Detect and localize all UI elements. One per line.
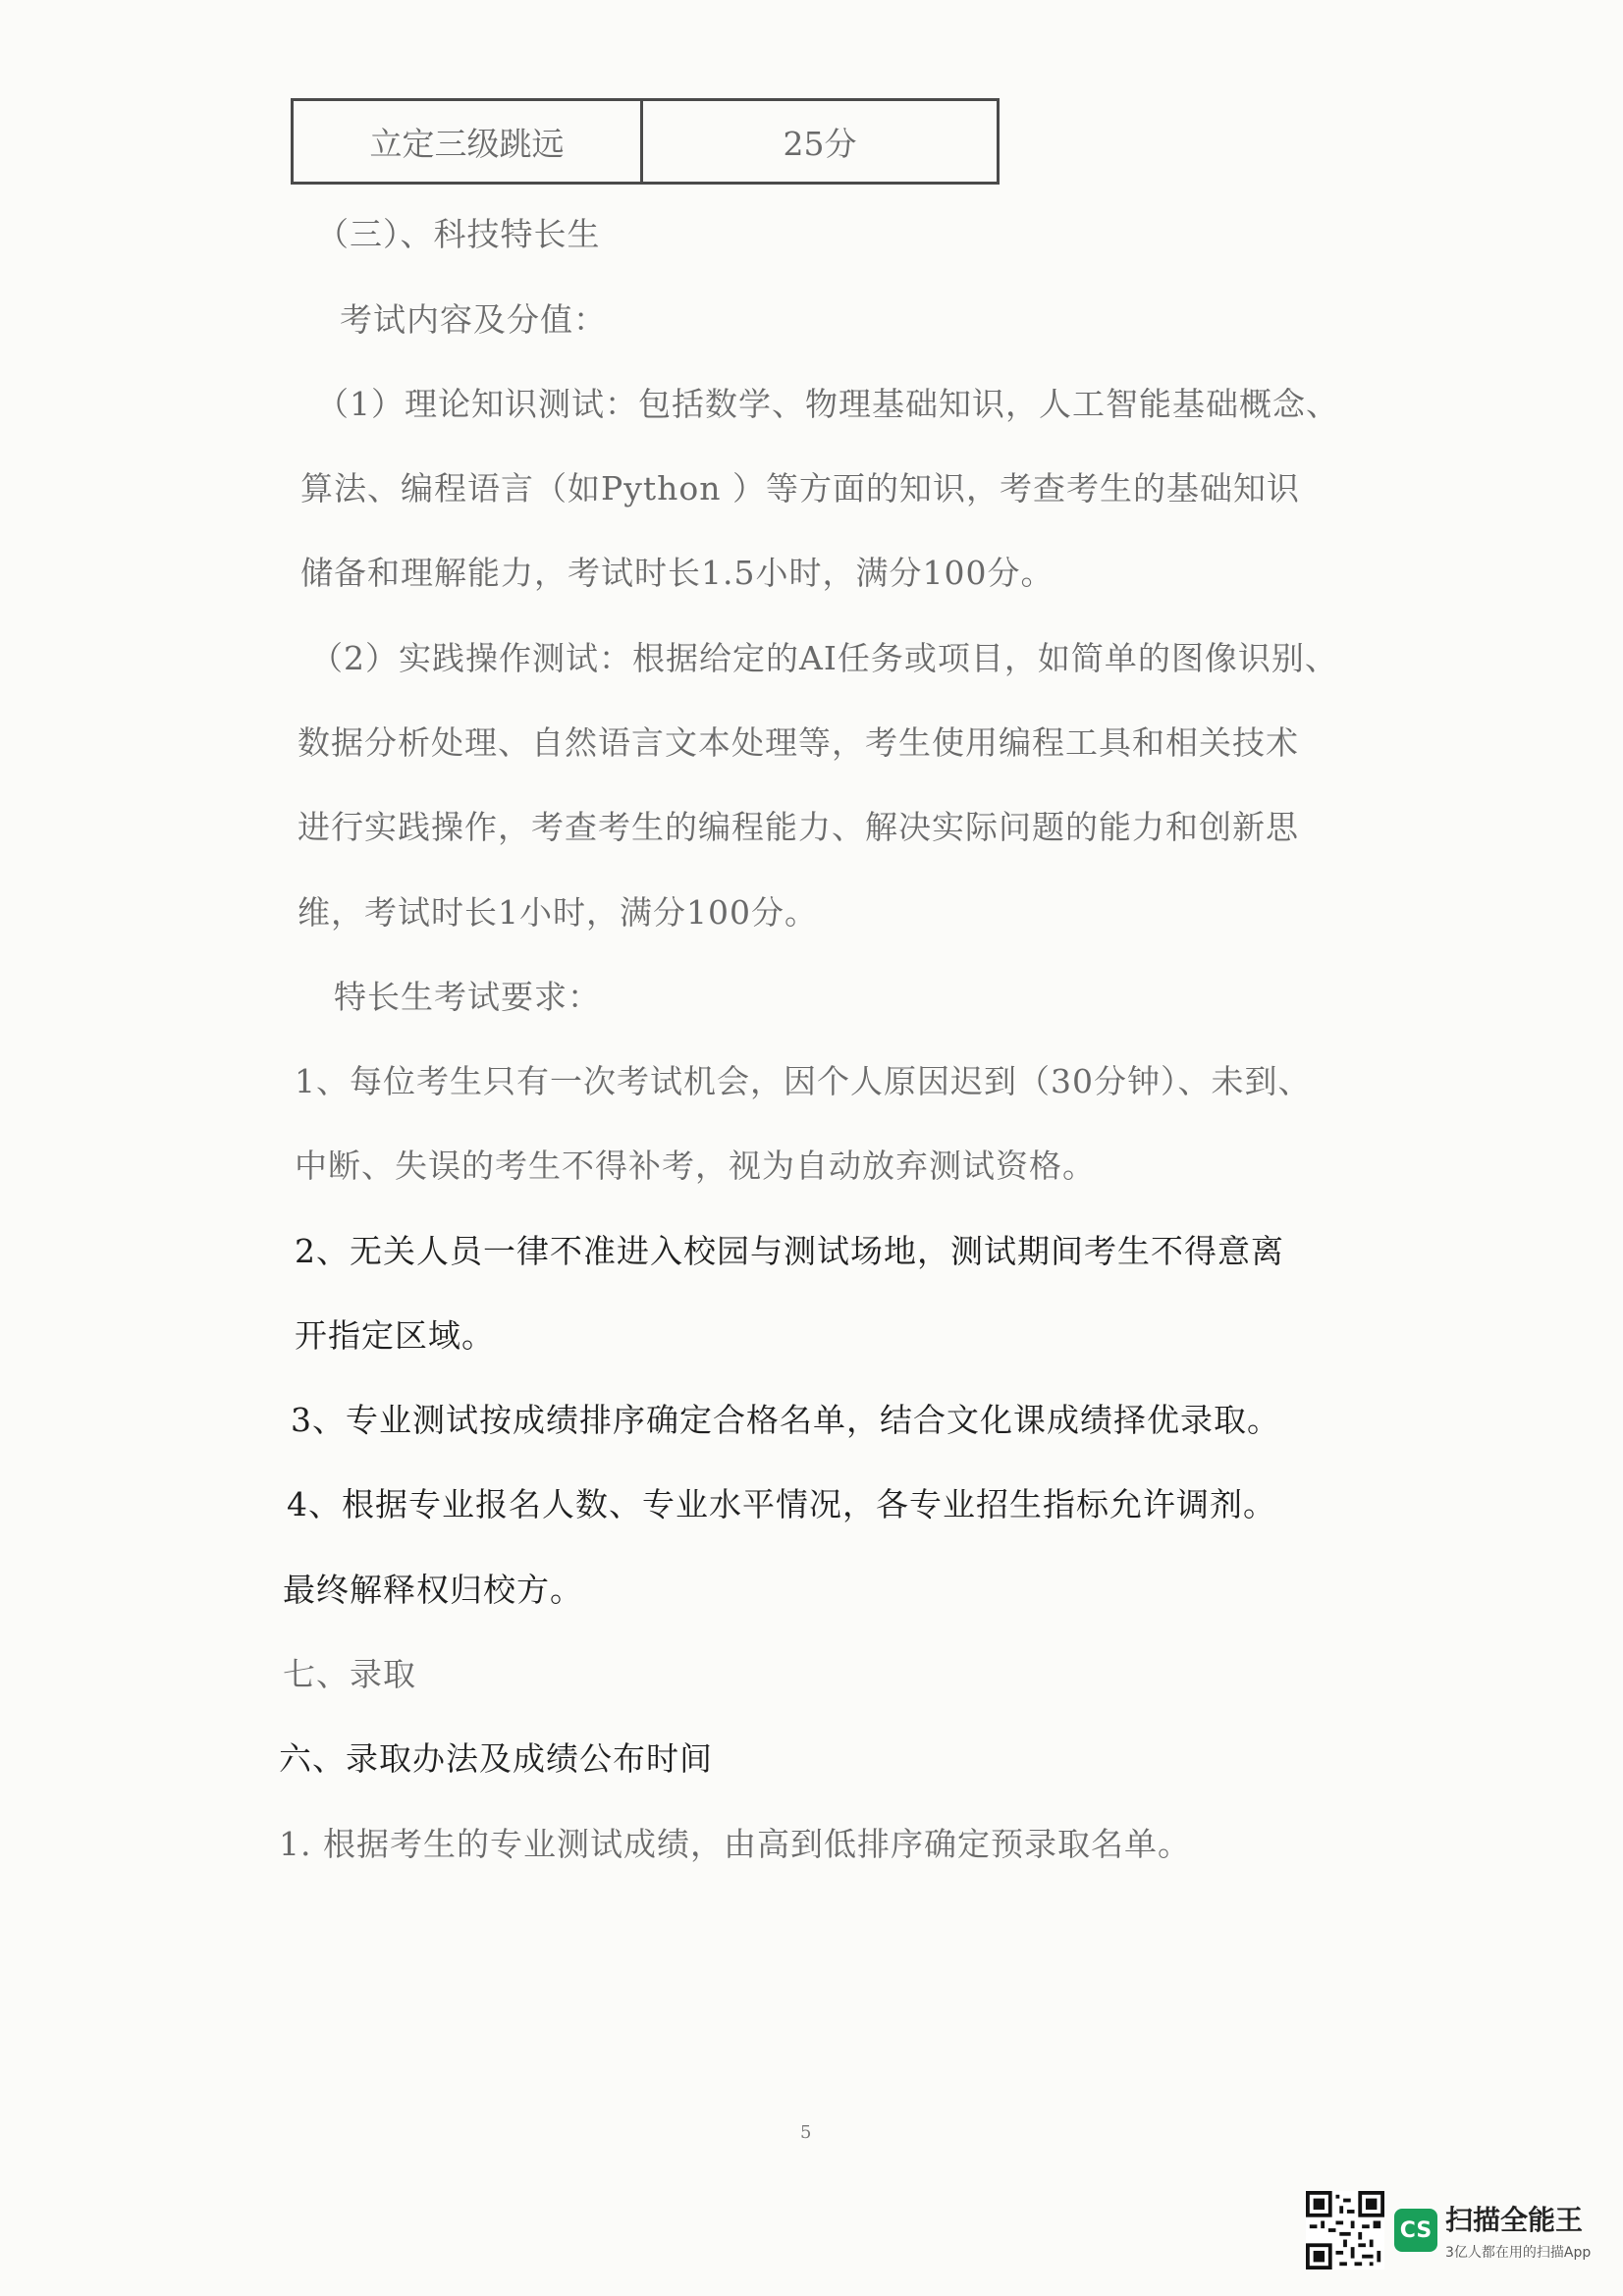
text-line: 1. 根据考生的专业测试成绩，由高到低排序确定预录取名单。 — [279, 1825, 1191, 1863]
section-heading-admission-method: 六、录取办法及成绩公布时间 — [279, 1739, 713, 1778]
scanner-app-subtitle: 3亿人都在用的扫描App — [1445, 2245, 1592, 2261]
text-line: （1）理论知识测试：包括数学、物理基础知识，人工智能基础概念、 — [316, 385, 1339, 423]
text-line: 4、根据专业报名人数、专业水平情况，各专业招生指标允许调剂。 — [287, 1485, 1276, 1523]
text-line: 最终解释权归校方。 — [283, 1571, 583, 1609]
camscanner-logo: CS — [1394, 2209, 1437, 2252]
qr-code-icon — [1306, 2191, 1384, 2269]
text-line: 2、无关人员一律不准进入校园与测试场地，测试期间考生不得意离 — [295, 1232, 1284, 1270]
text-line: 3、专业测试按成绩排序确定合格名单，结合文化课成绩择优录取。 — [291, 1401, 1280, 1439]
table-cell-event: 立定三级跳远 — [294, 101, 643, 182]
table-cell-score: 25分 — [783, 124, 857, 163]
scanner-watermark — [1306, 2191, 1591, 2269]
scanner-app-title: 扫描全能王 — [1445, 2204, 1584, 2236]
section-heading-admission: 七、录取 — [283, 1655, 416, 1693]
text-line: 算法、编程语言（如Python ）等方面的知识，考查考生的基础知识 — [300, 469, 1300, 507]
subheading-requirements: 特长生考试要求： — [334, 978, 601, 1016]
text-line: （2）实践操作测试：根据给定的AI任务或项目，如简单的图像识别、 — [310, 639, 1338, 677]
text-line: 储备和理解能力，考试时长1.5小时，满分100分。 — [300, 554, 1055, 592]
text-line: 数据分析处理、自然语言文本处理等，考生使用编程工具和相关技术 — [298, 723, 1299, 762]
section-heading-tech: （三）、科技特长生 — [316, 215, 601, 253]
text-line: 1、每位考生只有一次考试机会，因个人原因迟到（30分钟）、未到、 — [295, 1062, 1312, 1100]
text-line: 进行实践操作，考查考生的编程能力、解决实际问题的能力和创新思 — [298, 808, 1299, 846]
subheading-exam-content: 考试内容及分值： — [340, 300, 607, 339]
text-line: 维，考试时长1小时，满分100分。 — [298, 893, 818, 932]
text-line: 中断、失误的考生不得补考，视为自动放弃测试资格。 — [295, 1147, 1096, 1185]
page-number: 5 — [800, 2122, 812, 2143]
text-line: 开指定区域。 — [295, 1316, 495, 1355]
score-table — [291, 98, 1000, 185]
